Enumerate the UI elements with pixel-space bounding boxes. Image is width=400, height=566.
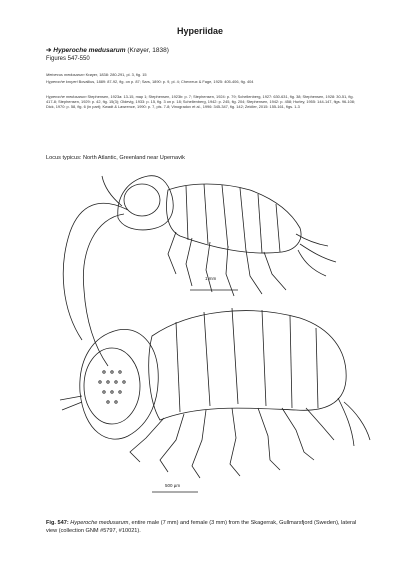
figure-number: Fig. 547: <box>46 520 69 526</box>
species-name: Hyperoche medusarum <box>53 47 126 54</box>
synonym-taxon: Metoecus medusarum <box>46 72 85 77</box>
figure-references: Figures 547-550 <box>46 56 90 62</box>
caption-taxon: Hyperoche medusarum <box>70 520 129 526</box>
male-specimen-drawing <box>63 176 336 366</box>
synonym-reference: Bovallius, 1889: 87-92, fig. on p. 87; Sars, 1890: p. 9, pl. 4; Chevreux & Fage, 1925: 405-406, fig. 404 <box>78 79 254 84</box>
female-specimen-drawing <box>60 308 370 478</box>
family-heading: Hyperiidae <box>176 26 224 36</box>
arrow-icon: ➔ <box>46 47 52 54</box>
synonym-reference: Krøyer, 1838: 280-291, pl. 3, fig. 15 <box>85 72 147 77</box>
figure-caption <box>46 519 358 535</box>
female-scale-label: 500 µm <box>165 483 181 488</box>
caption-text: , entire male (7 mm) and female (3 mm) from the Skagerrak, Gullmarsfjord (Sweden), lateral view (collection GNM #5797, #10021). <box>46 520 357 534</box>
synonym-reference: Stephensen, 1923a: 13-15, map 1; Stephensen, 1923b: p. 7; Stephensen, 1924: p. 79; Schellenberg, 1927: 630-631, fig. 38; Stephensen, 1928: 30-51, fig. 417-8; Stephensen, 1929: p. 42, fig. 15(3); Oldevig, 1933: p. 15, fig. 3 on p. 18; Schellenberg, 1942: p. 245, fig. 204; Stephensen, 1942: p. 458; Hurley, 1955: 144-147, figs. 96-108; Dick, 1970: p. 58, fig. 6 (in part); Kwadt & Lawrence, 1990: p. 7, pls. 7-8; Vinogradov et al., 1996: 345-347, fig. 142; Zeidler, 2015: 155-161, figs. 1-3 <box>46 94 356 110</box>
male-scale-label: 1 mm <box>205 276 217 281</box>
locus-typicus: Locus typicus: North Atlantic, Greenland near Upernavik <box>46 155 185 161</box>
synonym-taxon: Hyperoche kroyeri <box>46 79 78 84</box>
species-authority: (Krøyer, 1838) <box>127 47 169 54</box>
synonym-taxon: Hyperoche medusarum <box>46 94 87 99</box>
